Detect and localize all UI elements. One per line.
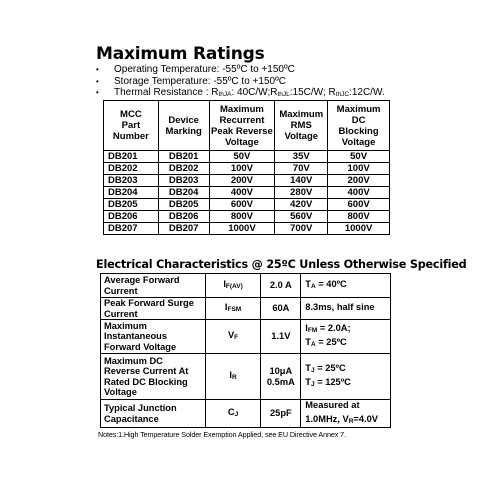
table-row bbox=[104, 223, 390, 235]
header-line: RMS bbox=[290, 120, 312, 131]
table-cell: 100V bbox=[209, 163, 275, 175]
table-cell: 200V bbox=[209, 175, 275, 187]
parameter-cell bbox=[101, 274, 206, 298]
table-cell: 200V bbox=[328, 175, 390, 187]
header-line: Voltage bbox=[225, 136, 259, 148]
condition-cell bbox=[301, 354, 391, 400]
table-cell: DB206 bbox=[104, 211, 159, 223]
table-cell: 800V bbox=[328, 211, 390, 223]
parameter-line: Reverse Current At bbox=[104, 366, 189, 376]
table-cell: 400V bbox=[328, 187, 390, 199]
header-line: Voltage bbox=[284, 131, 319, 142]
bullet-icon: • bbox=[96, 88, 99, 97]
table-cell: 50V bbox=[328, 151, 390, 163]
value-line: 2.0 A bbox=[269, 280, 292, 291]
header-line: DC bbox=[351, 114, 366, 126]
table-cell: 50V bbox=[209, 151, 275, 163]
value-cell bbox=[261, 354, 301, 400]
thermal-resistance-text: Thermal Resistance : $R_{thJA}$: $40C/W;R_{thJL}:15C/W$; $R_{thJC}:12C/W$. bbox=[114, 87, 385, 98]
table-cell: DB203 bbox=[104, 175, 159, 187]
parameter-line: Peak Forward Surge bbox=[104, 298, 194, 308]
parameter-line: Capacitance bbox=[104, 413, 159, 424]
table-cell: 420V bbox=[275, 199, 328, 211]
table-cell: DB202 bbox=[104, 163, 159, 175]
header-line: Peak Reverse bbox=[211, 125, 273, 137]
condition-line: $T_J$ = 25ºC bbox=[305, 363, 346, 374]
condition-line: 1.0MHz, $V_R=4.0V$ bbox=[305, 413, 378, 425]
table-cell: 280V bbox=[275, 187, 328, 199]
symbol-cell: $C_J$ bbox=[205, 400, 261, 428]
value-cell bbox=[261, 274, 301, 298]
condition-line: $T_J$ = 125ºC bbox=[305, 376, 351, 388]
ratings-header-cell bbox=[158, 101, 209, 151]
table-row bbox=[101, 274, 391, 298]
condition-cell bbox=[301, 298, 391, 320]
ratings-bullets bbox=[96, 64, 385, 101]
table-cell: DB205 bbox=[158, 199, 209, 211]
parameter-cell bbox=[101, 354, 206, 400]
header-line: Part bbox=[121, 120, 141, 131]
header-line: Number bbox=[112, 131, 149, 142]
condition-line: 8.3ms, half sine bbox=[305, 301, 375, 312]
storage-temperature-bullet bbox=[96, 76, 385, 88]
condition-line: $I_{FM} = 2.0A$; bbox=[305, 323, 351, 334]
table-cell: DB205 bbox=[104, 199, 159, 211]
parameter-line: Maximum DC bbox=[104, 355, 163, 366]
symbol-cell: $I_{FSM}$ bbox=[205, 298, 261, 320]
ratings-header-row bbox=[104, 101, 390, 151]
table-cell: DB207 bbox=[158, 223, 209, 235]
parameter-line: Current bbox=[104, 308, 138, 319]
table-cell: 600V bbox=[328, 199, 390, 211]
maximum-ratings-heading: Maximum Ratings bbox=[96, 44, 265, 64]
symbol-cell: $I_R$ bbox=[205, 354, 261, 400]
header-line: Blocking bbox=[338, 125, 379, 137]
table-cell: DB207 bbox=[104, 223, 159, 235]
table-cell: 1000V bbox=[328, 223, 390, 235]
condition-cell bbox=[301, 400, 391, 428]
symbol-cell: $V_F$ bbox=[205, 320, 261, 354]
condition-line: $T_A$ = 25ºC bbox=[305, 336, 347, 348]
header-line: Maximum bbox=[279, 109, 324, 120]
table-row bbox=[104, 187, 390, 199]
table-row bbox=[101, 298, 391, 320]
parameter-line: Instantaneous bbox=[104, 331, 168, 342]
header-line: Maximum bbox=[220, 103, 264, 115]
parameter-line: Voltage bbox=[104, 387, 137, 397]
table-row bbox=[104, 163, 390, 175]
table-cell: 700V bbox=[275, 223, 328, 235]
operating-temperature-text: Operating Temperature: -55ºC to +150ºC bbox=[114, 64, 295, 75]
table-row bbox=[104, 175, 390, 187]
ratings-header-cell bbox=[328, 101, 390, 151]
thermal-resistance-bullet bbox=[96, 87, 385, 101]
table-cell: 35V bbox=[275, 151, 328, 163]
header-line: Voltage bbox=[341, 136, 376, 148]
table-cell: 140V bbox=[275, 175, 328, 187]
table-row bbox=[104, 151, 390, 163]
electrical-characteristics-table bbox=[100, 273, 391, 428]
parameter-line: Maximum bbox=[104, 320, 147, 331]
header-line: Device bbox=[168, 114, 199, 126]
table-row bbox=[101, 320, 391, 354]
value-line: 10μA bbox=[269, 366, 293, 376]
bullet-icon: • bbox=[96, 76, 99, 86]
ratings-header-cell bbox=[209, 101, 275, 151]
table-cell: DB201 bbox=[104, 151, 159, 163]
table-cell: DB204 bbox=[158, 187, 209, 199]
table-cell: 70V bbox=[275, 163, 328, 175]
header-line: Marking bbox=[165, 125, 202, 137]
ratings-header-cell bbox=[275, 101, 328, 151]
ratings-header-cell bbox=[104, 101, 159, 151]
storage-temperature-text: Storage Temperature: -55ºC to +150ºC bbox=[114, 75, 286, 87]
table-cell: 400V bbox=[209, 187, 275, 199]
bullet-icon: • bbox=[96, 65, 99, 74]
table-row bbox=[101, 354, 391, 400]
value-cell bbox=[261, 320, 301, 354]
value-cell bbox=[261, 400, 301, 428]
table-cell: DB204 bbox=[104, 187, 159, 199]
condition-cell bbox=[301, 274, 391, 298]
parameter-line: Rated DC Blocking bbox=[104, 376, 188, 387]
table-cell: 100V bbox=[328, 163, 390, 175]
table-cell: 560V bbox=[275, 211, 328, 223]
header-line: MCC bbox=[120, 109, 142, 120]
header-line: Recurrent bbox=[219, 114, 265, 126]
parameter-cell bbox=[101, 400, 206, 428]
parameter-line: Current bbox=[104, 285, 138, 296]
value-line: 0.5mA bbox=[266, 376, 295, 387]
condition-line: Measured at bbox=[305, 400, 360, 410]
operating-temperature-bullet bbox=[96, 64, 385, 76]
parameter-line: Average Forward bbox=[104, 275, 180, 285]
electrical-characteristics-heading: Electrical Characteristics @ 25ºC Unless Otherwise Specified bbox=[96, 258, 467, 271]
table-cell: DB201 bbox=[158, 151, 209, 163]
value-cell bbox=[261, 298, 301, 320]
footnote: Notes:1.High Temperature Solder Exemption Applied, see EU Directive Annex 7. bbox=[98, 430, 346, 439]
parameter-cell bbox=[101, 298, 206, 320]
value-line: 1.1V bbox=[271, 331, 291, 342]
table-cell: 800V bbox=[209, 211, 275, 223]
parameter-cell bbox=[101, 320, 206, 354]
table-cell: 1000V bbox=[209, 223, 275, 235]
table-cell: DB203 bbox=[158, 175, 209, 187]
value-line: 60A bbox=[272, 303, 290, 314]
parameter-line: Typical Junction bbox=[104, 403, 177, 413]
table-cell: DB202 bbox=[158, 163, 209, 175]
symbol-cell: $I_{F(AV)}$ bbox=[205, 274, 261, 298]
condition-line: $T_A$ = 40ºC bbox=[305, 278, 347, 290]
header-line: Maximum bbox=[336, 103, 381, 115]
table-cell: DB206 bbox=[158, 211, 209, 223]
table-cell: 600V bbox=[209, 199, 275, 211]
table-row bbox=[104, 199, 390, 211]
table-row bbox=[104, 211, 390, 223]
condition-cell bbox=[301, 320, 391, 354]
maximum-ratings-table bbox=[103, 100, 390, 235]
value-line: 25pF bbox=[269, 408, 292, 419]
parameter-line: Forward Voltage bbox=[104, 341, 177, 352]
table-row bbox=[101, 400, 391, 428]
